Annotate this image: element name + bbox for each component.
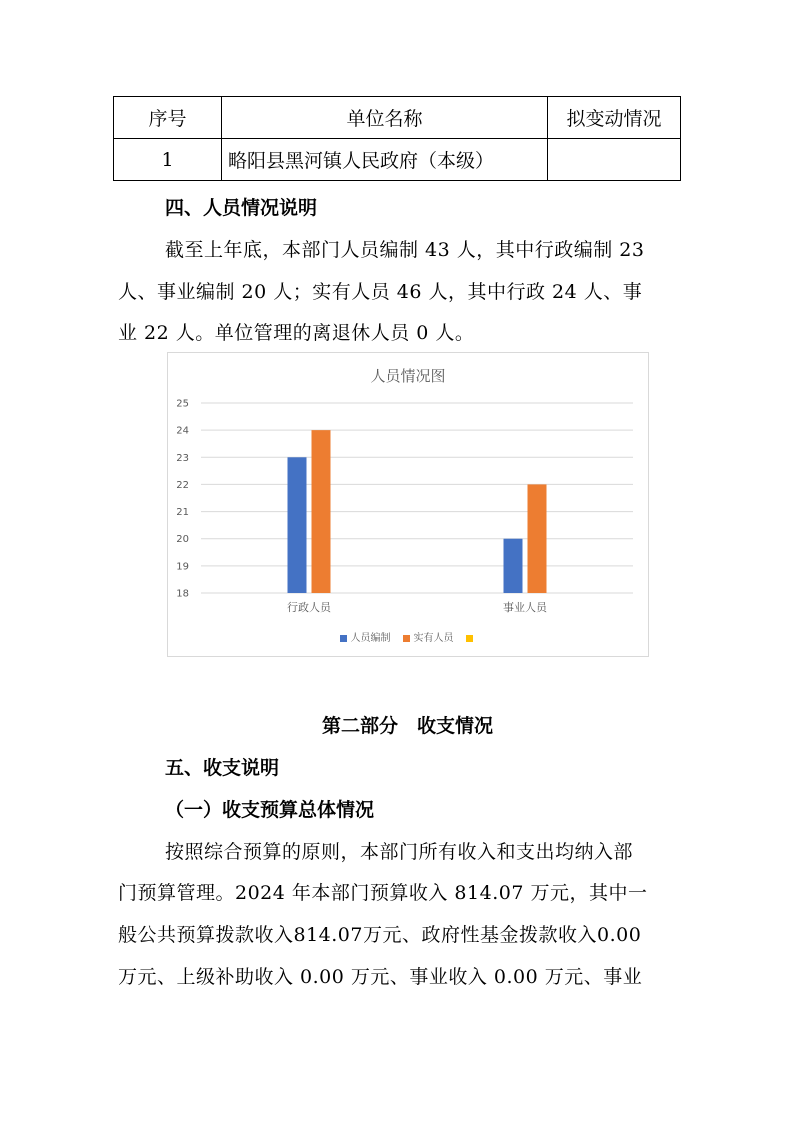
y-tick-label: 21 [176,507,189,519]
table-header-row [114,97,681,139]
y-tick-label: 22 [176,479,189,491]
y-tick-label: 23 [176,452,189,464]
legend-swatch [403,635,410,642]
legend-item [340,629,391,644]
paragraph-line: 人、事业编制 20 人；实有人员 46 人，其中行政 24 人、事 [118,281,643,303]
subsection-heading: （一）收支预算总体情况 [165,799,375,821]
col-header-index: 序号 [114,97,222,139]
chart-title: 人员情况图 [370,367,446,385]
section-heading-personnel: 四、人员情况说明 [165,197,318,219]
bar-staffing [504,539,523,593]
section-heading-budget: 五、收支说明 [165,757,280,779]
cell-index: 1 [114,139,222,181]
bar-actual [312,430,331,593]
col-header-change: 拟变动情况 [548,97,681,139]
legend-item [403,629,454,644]
legend-label: 人员编制 [350,633,391,644]
y-tick-label: 18 [176,588,189,600]
y-tick-label: 19 [176,561,189,573]
legend-swatch [340,635,347,642]
unit-change-table [113,96,681,181]
personnel-chart [167,352,649,657]
legend-swatch [466,635,473,642]
table-row [114,139,681,181]
chart-legend [168,629,648,644]
paragraph-line: 截至上年底，本部门人员编制 43 人，其中行政编制 23 [165,239,645,261]
part-title: 第二部分 收支情况 [322,715,494,737]
cell-change [548,139,681,181]
legend-item [466,633,477,644]
paragraph-line: 业 22 人。单位管理的离退休人员 0 人。 [118,322,475,344]
paragraph-line: 万元、上级补助收入 0.00 万元、事业收入 0.00 万元、事业 [118,966,643,988]
col-header-unit-name: 单位名称 [222,97,548,139]
y-tick-label: 24 [176,425,189,437]
paragraph-line: 门预算管理。2024 年本部门预算收入 814.07 万元，其中一 [118,882,648,904]
x-category-label: 行政人员 [287,601,331,614]
cell-unit-name: 略阳县黑河镇人民政府（本级） [222,139,548,181]
y-tick-label: 25 [176,398,189,410]
bar-staffing [288,457,307,593]
x-category-label: 事业人员 [503,601,547,614]
legend-label: 实有人员 [413,633,454,644]
chart-canvas [168,353,648,656]
paragraph-line: 般公共预算拨款收入814.07万元、政府性基金拨款收入0.00 [118,924,642,946]
y-tick-label: 20 [176,534,189,546]
paragraph-line: 按照综合预算的原则，本部门所有收入和支出均纳入部 [165,841,634,863]
bar-actual [528,484,547,593]
